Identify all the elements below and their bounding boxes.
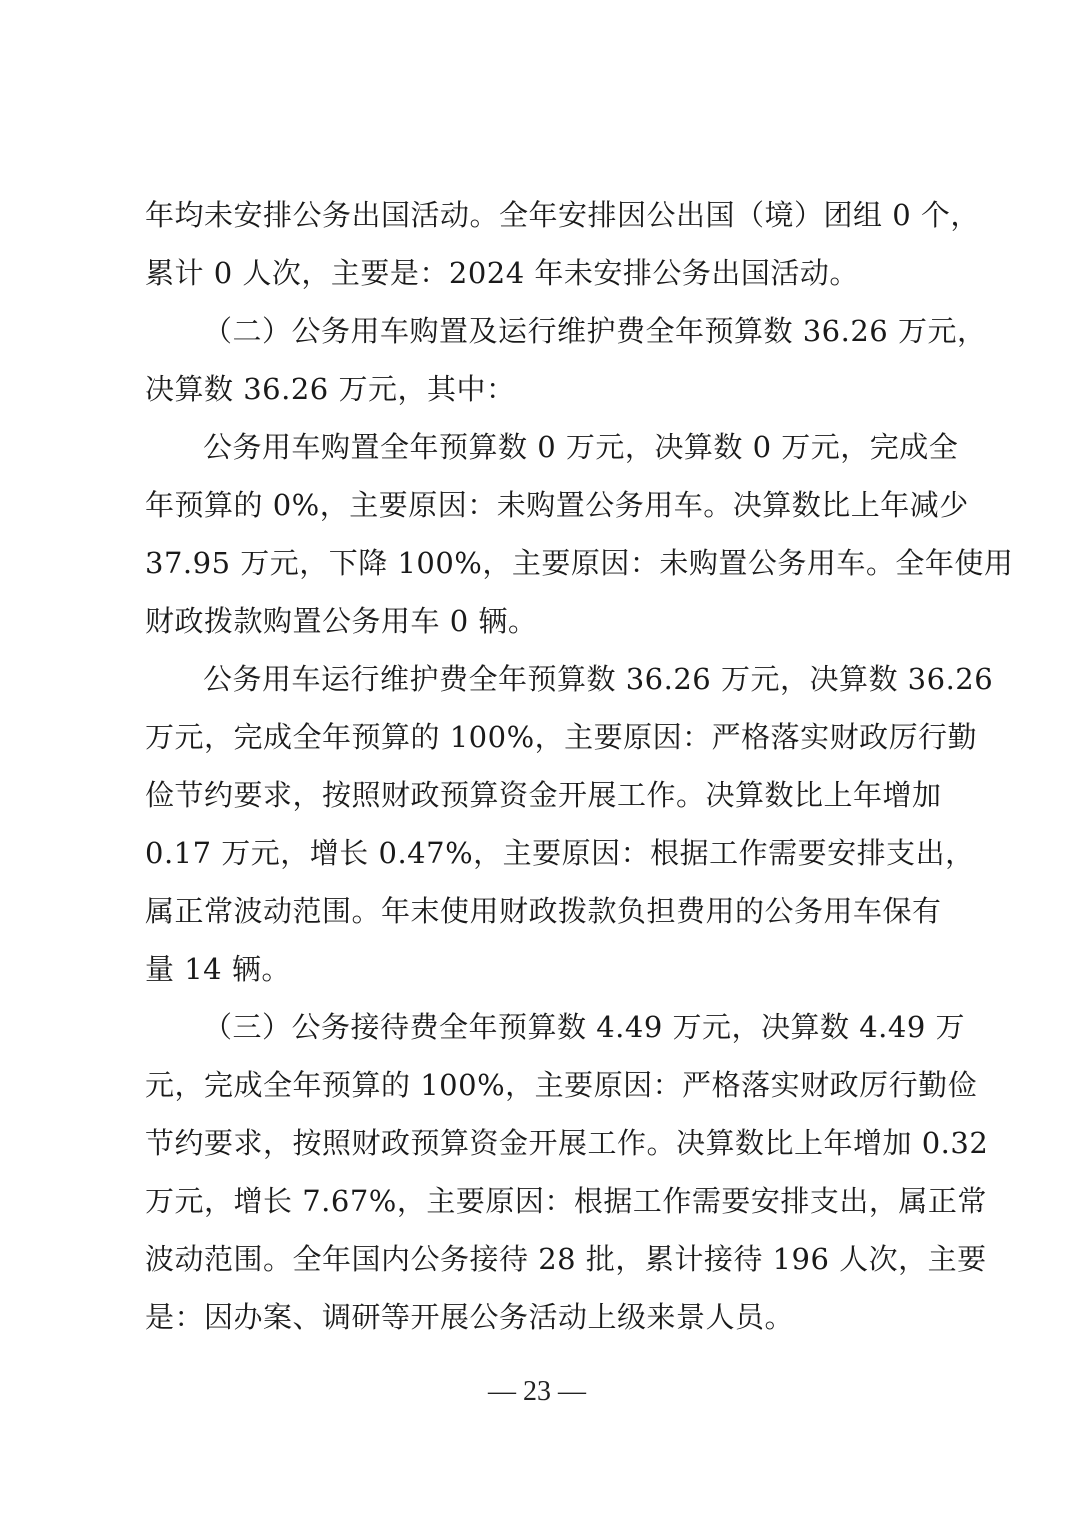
text-line: 财政拨款购置公务用车 0 辆。 (145, 604, 538, 638)
text-line: 节约要求，按照财政预算资金开展工作。决算数比上年增加 0.32 (145, 1126, 989, 1160)
text-line: 37.95 万元，下降 100%，主要原因：未购置公务用车。全年使用 (145, 546, 1014, 580)
text-line: 万元，完成全年预算的 100%，主要原因：严格落实财政厉行勤 (145, 720, 978, 754)
text-line: 公务用车购置全年预算数 0 万元，决算数 0 万元，完成全 (203, 430, 959, 464)
text-line: 是：因办案、调研等开展公务活动上级来景人员。 (145, 1300, 795, 1334)
section-heading-line: （二）公务用车购置及运行维护费全年预算数 36.26 万元， (203, 314, 987, 348)
text-line: 量 14 辆。 (145, 952, 291, 986)
text-line: 年预算的 0%，主要原因：未购置公务用车。决算数比上年减少 (145, 488, 969, 522)
text-line: 元，完成全年预算的 100%，主要原因：严格落实财政厉行勤俭 (145, 1068, 978, 1102)
text-line: 年均未安排公务出国活动。全年安排因公出国（境）团组 0 个， (145, 198, 980, 232)
text-line: 属正常波动范围。年末使用财政拨款负担费用的公务用车保有 (145, 894, 942, 928)
section-heading-line: （三）公务接待费全年预算数 4.49 万元，决算数 4.49 万 (203, 1010, 966, 1044)
text-line: 万元，增长 7.67%，主要原因：根据工作需要安排支出，属正常 (145, 1184, 987, 1218)
text-line: 公务用车运行维护费全年预算数 36.26 万元，决算数 36.26 (203, 662, 994, 696)
text-line: 俭节约要求，按照财政预算资金开展工作。决算数比上年增加 (145, 778, 942, 812)
text-line: 决算数 36.26 万元，其中： (145, 372, 516, 406)
page-number: — 23 — (488, 1376, 586, 1407)
text-line: 波动范围。全年国内公务接待 28 批，累计接待 196 人次，主要 (145, 1242, 987, 1276)
text-line: 累计 0 人次，主要是：2024 年未安排公务出国活动。 (145, 256, 859, 290)
text-line: 0.17 万元，增长 0.47%，主要原因：根据工作需要安排支出， (145, 836, 975, 870)
